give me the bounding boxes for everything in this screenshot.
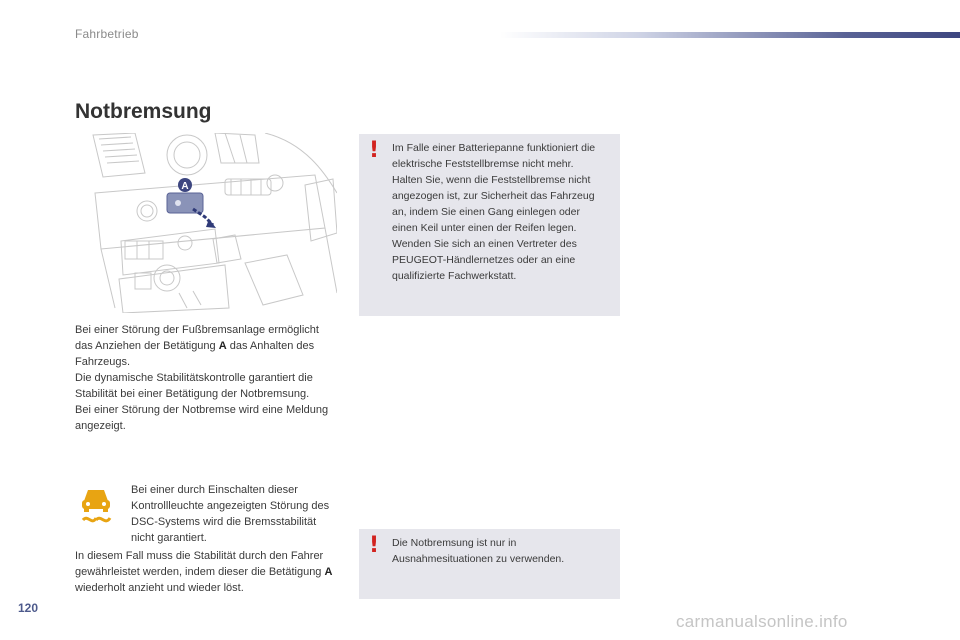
- emergency-brake-control-illustration: [75, 133, 337, 313]
- main-text: [75, 322, 337, 434]
- exceptional-use-note: [359, 529, 620, 599]
- page-number: 120: [18, 601, 39, 615]
- section-label: Fahrbetrieb: [75, 27, 139, 41]
- page-title: Notbremsung: [75, 100, 212, 123]
- follow-paragraph: In diesem Fall muss die Stabilität durch den Fahrer gewährleistet werden, indem dieser die Betätigung A wiederholt anzieht und wieder löst.: [75, 550, 333, 594]
- header-bar: [500, 32, 960, 38]
- paragraph-1: Bei einer Störung der Fußbremsanlage ermöglicht das Anziehen der Betätigung A das Anhalten des Fahrzeugs.: [75, 324, 319, 368]
- note-text: Die Notbremsung ist nur in Ausnahmesituationen zu verwenden.: [392, 537, 565, 565]
- paragraph-2: Die dynamische Stabilitätskontrolle garantiert die Stabilität bei einer Betätigung der Notbremsung.: [75, 372, 313, 400]
- note-text: Im Falle einer Batteriepanne funktioniert die elektrische Feststellbremse nicht mehr. Halten Sie, wenn die Feststellbremse nicht angezogen ist, zur Sicherheit das Fahrzeug an, indem Sie einen Gang einlegen oder einen Keil unter einen der Reifen legen. Wenden Sie sich an einen Vertreter des PEUGEOT-Händlernetzes oder an eine qualifizierte Fachwerkstatt.: [392, 142, 596, 282]
- exclamation-icon: !: [369, 533, 380, 558]
- watermark: carmanualsonline.info: [676, 612, 848, 631]
- paragraph-3: Bei einer Störung der Notbremse wird eine Meldung angezeigt.: [75, 404, 329, 432]
- battery-failure-note: [359, 134, 620, 316]
- exclamation-icon: !: [369, 138, 380, 163]
- warning-light-text: Bei einer durch Einschalten dieser Kontrollleuchte angezeigten Störung des DSC-Systems wird die Bremsstabilität nicht garantiert.: [131, 484, 330, 544]
- callout-label-a: A: [181, 181, 189, 192]
- dsc-warning-light-icon: [79, 486, 113, 528]
